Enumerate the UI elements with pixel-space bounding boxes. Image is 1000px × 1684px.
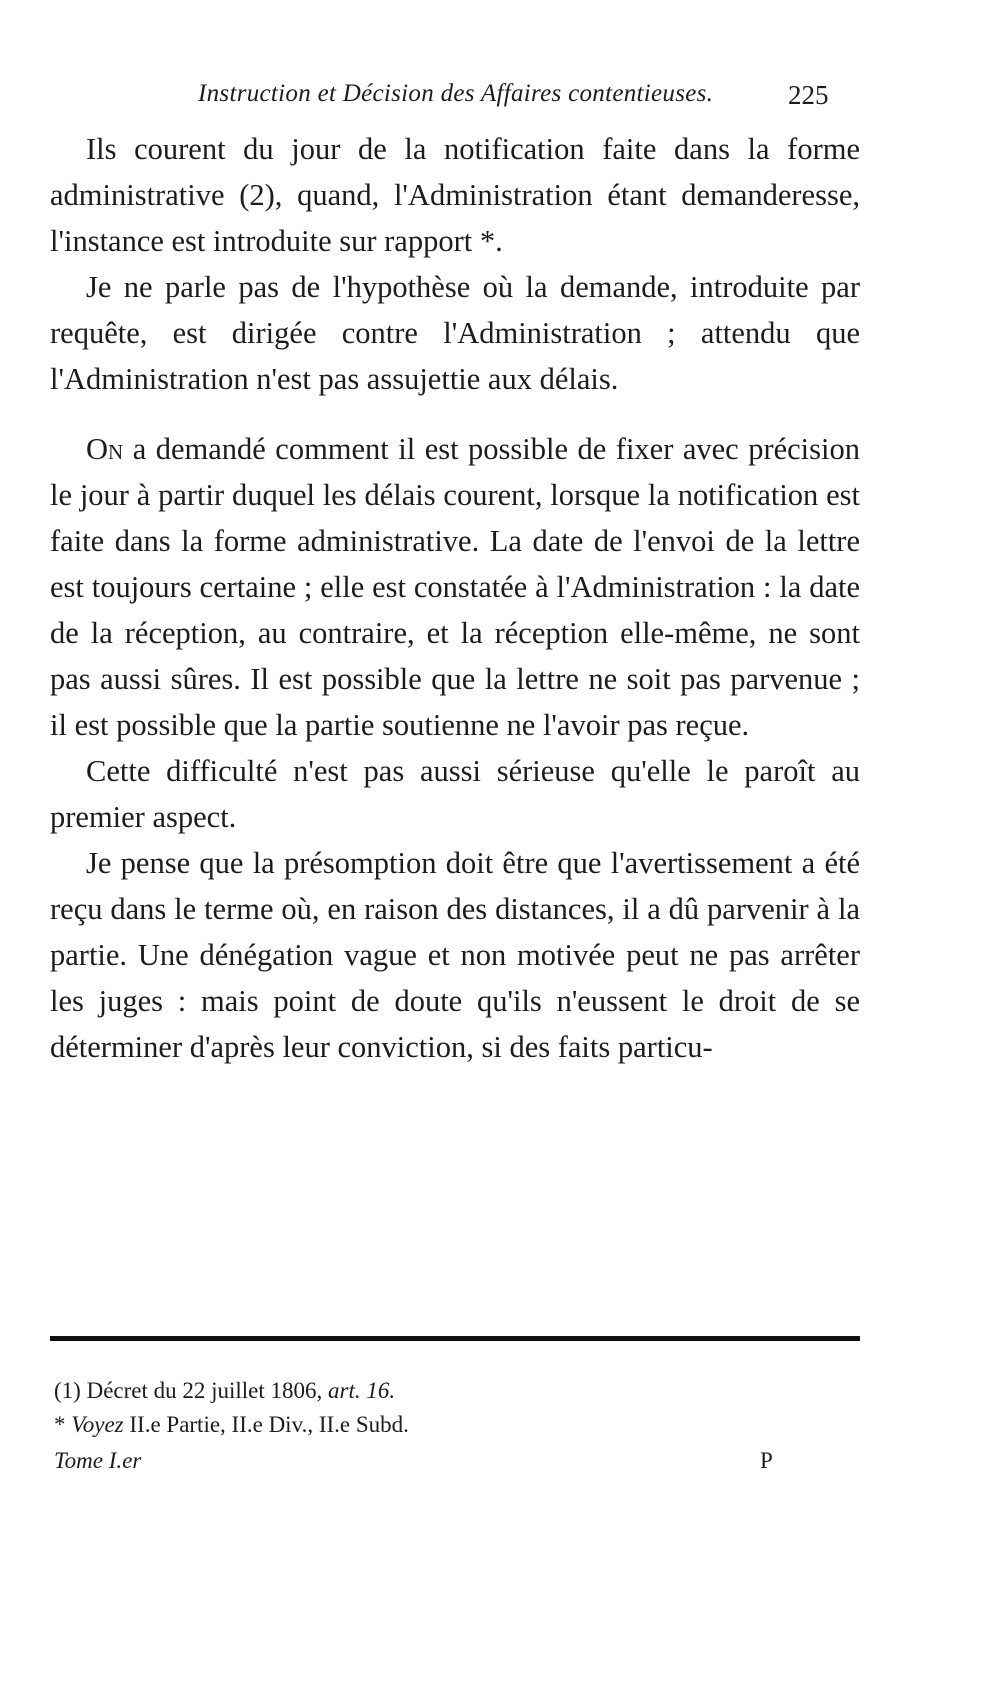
page-header — [0, 80, 1000, 120]
footnotes — [54, 1374, 860, 1442]
footnote-2 — [54, 1408, 860, 1442]
footnote-2-marker: * — [54, 1412, 66, 1437]
body-text — [50, 126, 860, 1070]
paragraph-3-opening-word: On — [86, 432, 124, 466]
signature-mark: P — [760, 1448, 773, 1473]
paragraph-5: Je pense que la présomption doit être que l'avertissement a été reçu dans le terme où, en raison des distances, il a dû parvenir à la partie. Une dénégation vague et non motivée peut ne pas arrêter les juges : mais point de doute qu'ils n'eussent le droit de se déterminer d'après leur conviction, si des faits particu- — [50, 846, 860, 1064]
paragraph-2: Je ne parle pas de l'hypothèse où la demande, introduite par requête, est dirigée contre l'Administration ; attendu que l'Administration n'est pas assujettie aux délais. — [50, 270, 860, 396]
page-number: 225 — [788, 80, 829, 110]
footnote-2-text: II.e Partie, II.e Div., II.e Subd. — [129, 1412, 409, 1437]
paragraph-1: Ils courent du jour de la notification faite dans la forme administrative (2), quand, l'Administration étant demanderesse, l'instance est introduite sur rapport *. — [50, 132, 860, 258]
footnote-1-marker: (1) — [54, 1378, 81, 1403]
footnote-rule — [50, 1336, 860, 1341]
footnote-1-source: art. 16. — [328, 1378, 396, 1403]
footnote-1-text: Décret du 22 juillet 1806, — [86, 1378, 323, 1403]
footnote-2-voyez: Voyez — [71, 1412, 124, 1437]
running-title: Instruction et Décision des Affaires contentieuses. — [198, 80, 714, 107]
paragraph-4: Cette difficulté n'est pas aussi sérieuse qu'elle le paroît au premier aspect. — [50, 754, 860, 834]
footnote-1 — [54, 1374, 860, 1408]
paragraph-3-text: a demandé comment il est possible de fixer avec précision le jour à partir duquel les délais courent, lorsque la notification est faite dans la forme administrative. La date de l'envoi de la lettre est toujours certaine ; elle est constatée à l'Administration : la date de la réception, au contraire, et la réception elle-même, ne sont pas aussi sûres. Il est possible que la lettre ne soit pas parvenue ; il est possible que la partie soutienne ne l'avoir pas reçue. — [50, 432, 860, 742]
volume-label: Tome I.er — [54, 1448, 142, 1473]
signature-line — [54, 1448, 860, 1482]
paragraph-3 — [50, 426, 860, 748]
